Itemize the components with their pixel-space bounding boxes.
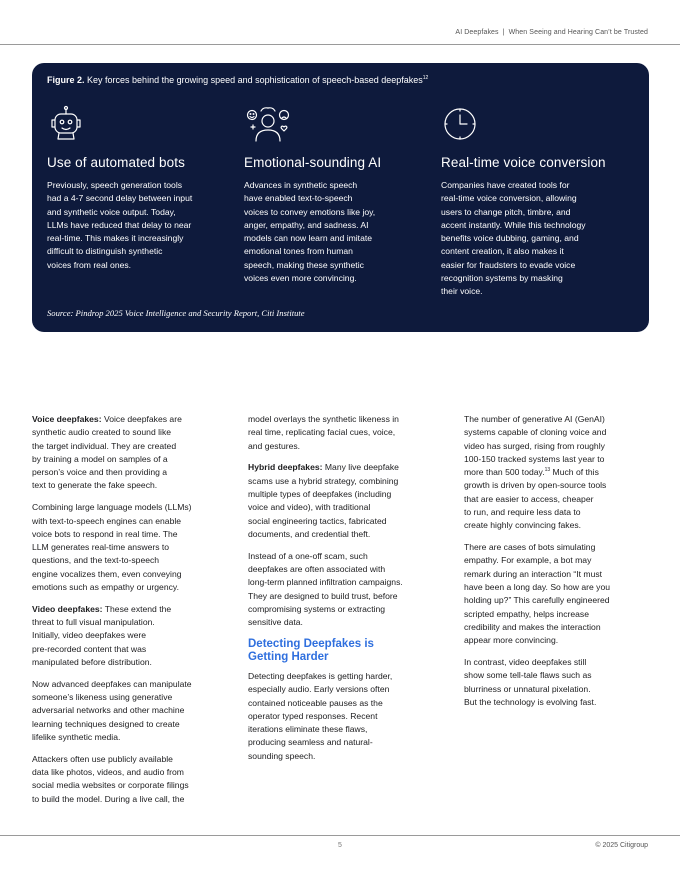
body-column-3 xyxy=(464,413,664,718)
figure-label: Figure 2. xyxy=(47,75,85,85)
voice-deepfakes-lead: Voice deepfakes: xyxy=(32,414,102,424)
genai-growth-text: The number of generative AI (GenAI) systems capable of cloning voice and video has surged, rising from roughly 100-150 tracked systems last year to more than 500 today. xyxy=(464,414,607,478)
page-number: 5 xyxy=(338,842,342,849)
hybrid-deepfakes-lead: Hybrid deepfakes: xyxy=(248,462,323,473)
figure-column-emotional xyxy=(244,105,424,285)
llm-paragraph: Combining large language models (LLMs) with text-to-speech engines can enable voice bots to respond in real time. The LLM generates real-time answers to questions, and the text-to-speech engine vocalizes them, even conveying emotions such as empathy or urgency. xyxy=(32,502,192,593)
clock-icon xyxy=(441,105,479,143)
emotional-text: Advances in synthetic speech have enabled text-to-speech voices to convey emotions like joy, anger, empathy, and sadness. AI models can now learn and imitate emotional tones from human speech, making these synthetic voices even more convincing. xyxy=(244,180,376,284)
voice-deepfakes-text: Voice deepfakes are synthetic audio created to sound like the target individual. They are created by training a model on samples of a person’s voice and then providing a text to generate the fake speech. xyxy=(32,414,182,491)
figure-caption xyxy=(47,75,428,85)
figure-column-bots xyxy=(47,105,227,272)
robot-icon xyxy=(47,105,85,143)
hybrid-deepfakes-text: Many live deepfake scams use a hybrid strategy, combining multiple types of deepfakes (including voice and video), with traditional social engineering tactics, fabricated documents, and credential theft. xyxy=(248,462,399,539)
realtime-title: Real-time voice conversion xyxy=(441,155,606,170)
voice-deepfakes-paragraph xyxy=(32,413,232,493)
detecting-paragraph: Detecting deepfakes is getting harder, especially audio. Early versions often contained noticeable pauses as the operator typed responses. Recent iterations eliminate these flaws, producing seamless and natural- sounding speech. xyxy=(248,670,393,761)
page-header xyxy=(0,0,680,45)
footnote-13: 13 xyxy=(544,467,551,474)
figure-2-panel xyxy=(32,63,649,332)
figure-column-realtime xyxy=(441,105,621,299)
realtime-text: Companies have created tools for real-time voice conversion, allowing users to change pitch, timbre, and accent instantly. While this technology benefits voice dubbing, gaming, and content creation, it also makes it easier for fraudsters to evade voice recognition systems by masking their voice. xyxy=(441,180,586,297)
figure-caption-text: Key forces behind the growing speed and sophistication of speech-based deepfakes xyxy=(87,75,423,85)
infiltration-paragraph: Instead of a one-off scam, such deepfakes are often associated with long-term planned infiltration campaigns. They are designed to build trust, before compromising systems or extracting sensitive data. xyxy=(248,550,403,628)
video-deepfakes-paragraph xyxy=(32,603,232,669)
bot-empathy-paragraph: There are cases of bots simulating empathy. For example, a bot may remark during an interaction “It must have been a long day. So how are you holding up?” This carefully engineered scripted empathy, helps increase credibility and makes the interaction appear more convincing. xyxy=(464,542,611,646)
hybrid-deepfakes-paragraph xyxy=(248,461,448,541)
attackers-paragraph: Attackers often use publicly available data like photos, videos, and audio from social media websites or corporate filings to build the model. During a live call, the xyxy=(32,753,189,804)
body-column-2 xyxy=(248,413,448,772)
video-deepfakes-lead: Video deepfakes: xyxy=(32,603,103,614)
page-footer xyxy=(0,835,680,880)
header-separator: | xyxy=(502,29,505,36)
figure-source: Source: Pindrop 2025 Voice Intelligence and Security Report, Citi Institute xyxy=(47,308,305,318)
section-heading: Detecting Deepfakes is Getting Harder xyxy=(248,637,374,664)
emotional-title: Emotional-sounding AI xyxy=(244,155,382,170)
genai-growth-paragraph xyxy=(464,413,664,533)
doc-title: AI Deepfakes xyxy=(455,29,499,36)
video-flaws-paragraph: In contrast, video deepfakes still show some tell-tale flaws such as blurriness or unnatural pixelation. But the technology is evolving fast. xyxy=(464,657,597,707)
body-column-1 xyxy=(32,413,232,815)
bots-text: Previously, speech generation tools had a 4-7 second delay between input and synthetic voice output. Today, LLMs have reduced that delay to near real-time. This makes it increasingly difficult to distinguish synthetic voices from real ones. xyxy=(47,180,193,270)
figure-footnote: 12 xyxy=(422,75,429,81)
genai-growth-tail: Much of this growth is driven by open-source tools that are easier to access, cheaper to run, and require less data to create highly convincing fakes. xyxy=(464,467,607,531)
bots-title: Use of automated bots xyxy=(47,155,185,170)
overlay-paragraph: model overlays the synthetic likeness in real time, replicating facial cues, voice, and gestures. xyxy=(248,414,399,451)
doc-subtitle: When Seeing and Hearing Can’t be Trusted xyxy=(508,29,648,36)
emotion-person-icon xyxy=(244,105,292,143)
running-header xyxy=(455,29,648,36)
copyright: © 2025 Citigroup xyxy=(595,842,648,849)
advanced-deepfakes-paragraph: Now advanced deepfakes can manipulate someone’s likeness using generative adversarial networks and other machine learning techniques designed to create lifelike synthetic media. xyxy=(32,678,192,743)
video-deepfakes-text: These extend the threat to full visual manipulation. Initially, video deepfakes were pre-recorded content that was manipulated before distribution. xyxy=(32,603,172,668)
